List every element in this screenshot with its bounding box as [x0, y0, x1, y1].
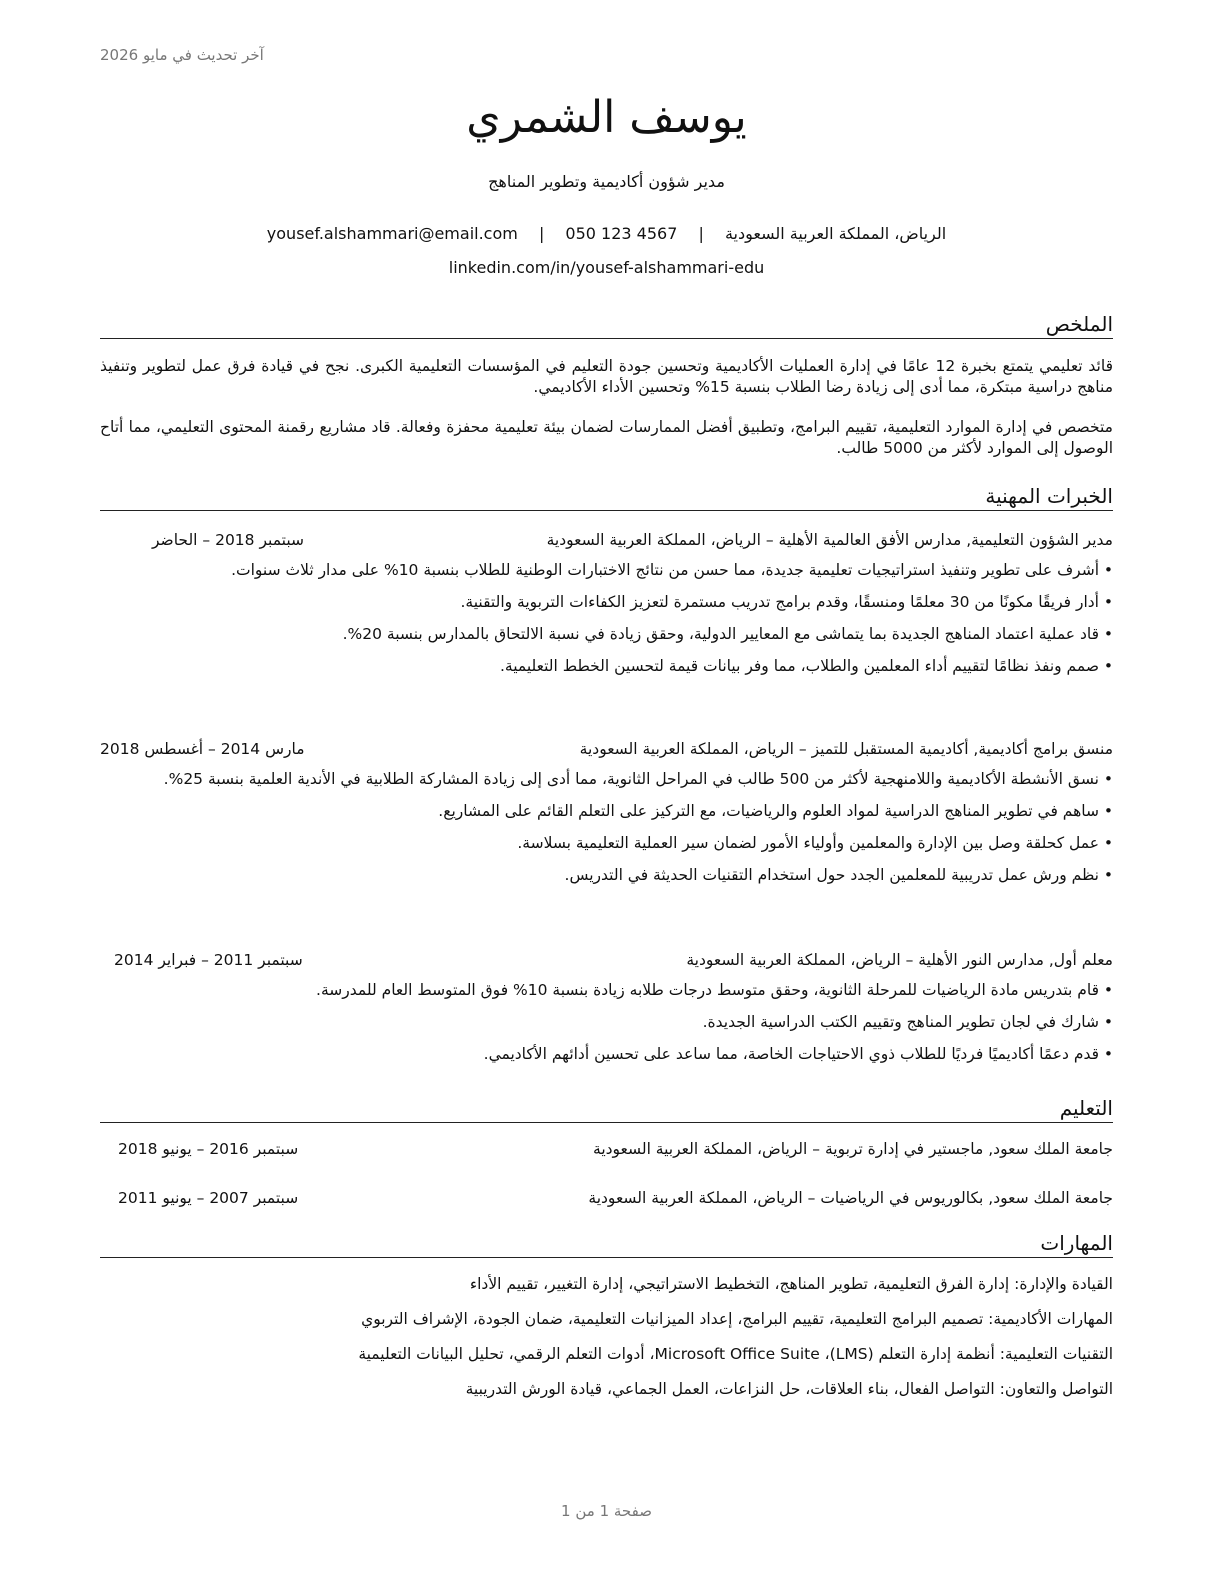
summary-paragraph-2: متخصص في إدارة الموارد التعليمية، تقييم البرامج، وتطبيق أفضل الممارسات لضمان بيئة تعليمية محفزة وفعالة. قاد مشاريع رقمنة المحتوى التعليمي، مما أتاح الوصول إلى الموارد لأكثر من 5000 طالب. [100, 418, 1113, 457]
list-item: • قاد عملية اعتماد المناهج الجديدة بما يتماشى مع المعايير الدولية، وحقق زيادة في نسبة الالتحاق بالمدارس بنسبة 20%. [100, 624, 1113, 645]
job-bullets [100, 980, 1113, 1076]
separator: | [698, 224, 704, 243]
job-header [100, 949, 1113, 971]
skill-line: المهارات الأكاديمية: تصميم البرامج التعليمية، تقييم البرامج، إعداد الميزانيات التعليمية، ضمان الجودة، الإشراف التربوي [361, 1310, 1113, 1328]
job-bullets [100, 560, 1113, 688]
list-item: • ساهم في تطوير المناهج الدراسية لمواد العلوم والرياضيات، مع التركيز على التعلم القائم على المشاريع. [100, 801, 1113, 822]
email-link[interactable]: yousef.alshammari@email.com [266, 224, 518, 243]
candidate-name: يوسف الشمري [466, 92, 747, 143]
summary-heading: الملخص [100, 312, 1113, 339]
list-item: • قدم دعمًا أكاديميًا فرديًا للطلاب ذوي الاحتياجات الخاصة، مما ساعد على تحسين أدائهم الأكاديمي. [100, 1044, 1113, 1065]
location: الرياض، المملكة العربية السعودية [724, 224, 947, 243]
candidate-title: مدير شؤون أكاديمية وتطوير المناهج [488, 172, 725, 191]
resume-page [100, 0, 1113, 1584]
skills-heading: المهارات [100, 1231, 1113, 1258]
linkedin-link[interactable]: linkedin.com/in/yousef-alshammari-edu [448, 258, 765, 277]
education-dates: سبتمبر 2016 – يونيو 2018 [118, 1140, 299, 1158]
job-dates: مارس 2014 – أغسطس 2018 [100, 740, 305, 758]
education-dates: سبتمبر 2007 – يونيو 2011 [118, 1189, 299, 1207]
list-item: • عمل كحلقة وصل بين الإدارة والمعلمين وأولياء الأمور لضمان سير العملية التعليمية بسلاسة. [100, 833, 1113, 854]
job-role: معلم أول, مدارس النور الأهلية – الرياض، المملكة العربية السعودية [686, 951, 1113, 969]
job-role: منسق برامج أكاديمية, أكاديمية المستقبل للتميز – الرياض، المملكة العربية السعودية [579, 740, 1113, 758]
page-number: صفحة 1 من 1 [561, 1502, 652, 1520]
list-item: • قام بتدريس مادة الرياضيات للمرحلة الثانوية، وحقق متوسط درجات طلابه زيادة بنسبة 10% فوق المتوسط العام للمدرسة. [100, 980, 1113, 1001]
skill-line: القيادة والإدارة: إدارة الفرق التعليمية، تطوير المناهج، التخطيط الاستراتيجي، إدارة التغيير، تقييم الأداء [469, 1275, 1113, 1293]
education-degree: جامعة الملك سعود, بكالوريوس في الرياضيات – الرياض، المملكة العربية السعودية [588, 1189, 1113, 1207]
job-role: مدير الشؤون التعليمية, مدارس الأفق العالمية الأهلية – الرياض، المملكة العربية السعودية [546, 531, 1113, 549]
education-entry [100, 1138, 1113, 1160]
skill-line: التواصل والتعاون: التواصل الفعال، بناء العلاقات، حل النزاعات، العمل الجماعي، قيادة الورش التدريبية [465, 1380, 1113, 1398]
education-entry [100, 1187, 1113, 1209]
job-header [100, 529, 1113, 551]
job-header [100, 738, 1113, 760]
list-item: • شارك في لجان تطوير المناهج وتقييم الكتب الدراسية الجديدة. [100, 1012, 1113, 1033]
list-item: • نظم ورش عمل تدريبية للمعلمين الجدد حول استخدام التقنيات الحديثة في التدريس. [100, 865, 1113, 886]
job-dates: سبتمبر 2018 – الحاضر [152, 531, 304, 549]
education-heading: التعليم [100, 1096, 1113, 1123]
separator: | [538, 224, 545, 243]
job-bullets [100, 769, 1113, 897]
list-item: • نسق الأنشطة الأكاديمية واللامنهجية لأكثر من 500 طالب في المراحل الثانوية، مما أدى إلى زيادة المشاركة الطلابية في الأندية العلمية بنسبة 25%. [100, 769, 1113, 790]
skill-line: التقنيات التعليمية: أنظمة إدارة التعلم (LMS)، Microsoft Office Suite، أدوات التعلم الرقمي، تحليل البيانات التعليمية [358, 1345, 1113, 1363]
job-dates: سبتمبر 2011 – فبراير 2014 [114, 951, 303, 969]
list-item: • صمم ونفذ نظامًا لتقييم أداء المعلمين والطلاب، مما وفر بيانات قيمة لتحسين الخطط التعليمية. [100, 656, 1113, 677]
phone-number: 050 123 4567 [565, 224, 678, 243]
list-item: • أشرف على تطوير وتنفيذ استراتيجيات تعليمية جديدة، مما حسن من نتائج الاختبارات الوطنية للطلاب بنسبة 10% على مدار ثلاث سنوات. [100, 560, 1113, 581]
summary-paragraph-1: قائد تعليمي يتمتع بخبرة 12 عامًا في إدارة العمليات الأكاديمية وتحسين جودة التعليم في المؤسسات التعليمية الكبرى. نجح في قيادة فرق عمل لتطوير وتنفيذ مناهج دراسية مبتكرة، مما أدى إلى زيادة رضا الطلاب بنسبة 15% وتحسين الأداء الأكاديمي. [100, 357, 1113, 396]
experience-heading: الخبرات المهنية [100, 484, 1113, 511]
education-degree: جامعة الملك سعود, ماجستير في إدارة تربوية – الرياض، المملكة العربية السعودية [593, 1140, 1113, 1158]
list-item: • أدار فريقًا مكونًا من 30 معلمًا ومنسقًا، وقدم برامج تدريب مستمرة لتعزيز الكفاءات التربوية والتقنية. [100, 592, 1113, 613]
last-updated: آخر تحديث في مايو 2026 [100, 46, 264, 64]
contact-line [100, 224, 1113, 243]
